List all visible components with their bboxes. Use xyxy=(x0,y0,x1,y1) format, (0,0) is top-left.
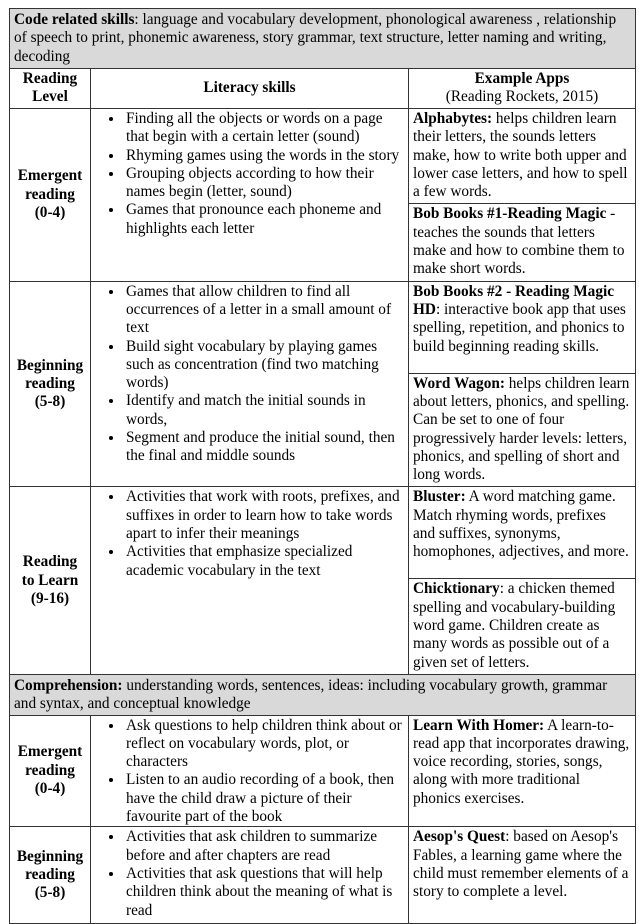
app-cell xyxy=(409,109,636,204)
skills-list xyxy=(95,283,402,466)
app-name: Learn With Homer: xyxy=(413,716,545,734)
skill-item: • Finding all the objects or words on a page that begin with a certain letter (sound) xyxy=(124,110,402,147)
reading-level-line: reading xyxy=(25,185,75,203)
table-row xyxy=(10,827,636,924)
skill-item: • Activities that emphasize specialized academic vocabulary in the text xyxy=(124,543,402,580)
literacy-skills-cell xyxy=(91,281,409,487)
app-cell xyxy=(409,281,636,373)
section-heading-text: understanding words, sentences, ideas: including vocabulary growth, grammar and syntax, and conceptual knowledge xyxy=(14,676,608,713)
column-header-skills: Literacy skills xyxy=(91,69,409,109)
column-header-apps-source: (Reading Rockets, 2015) xyxy=(445,88,599,106)
reading-level-line: Emergent xyxy=(17,167,83,185)
skill-item: • Activities that ask children to summarize before and after chapters are read xyxy=(124,828,402,865)
app-cell xyxy=(409,715,636,827)
section-heading-label: Comprehension: xyxy=(14,676,123,694)
column-header-level xyxy=(10,69,91,109)
skills-list xyxy=(95,110,402,238)
table-row xyxy=(10,487,636,579)
app-name: Bob Books #1-Reading Magic xyxy=(413,205,607,223)
reading-level-line: Reading xyxy=(22,553,78,571)
app-name: Chicktionary xyxy=(413,580,500,598)
skill-item: • Listen to an audio recording of a book, then have the child draw a picture of their favourite part of the book xyxy=(124,771,402,826)
reading-level-cell xyxy=(10,281,91,487)
section-heading-comprehension xyxy=(10,674,636,715)
literacy-skills-cell xyxy=(91,715,409,827)
literacy-apps-table xyxy=(9,8,636,924)
reading-level-cell xyxy=(10,487,91,674)
column-header-apps xyxy=(409,69,636,109)
app-name: Word Wagon: xyxy=(413,374,505,392)
reading-level-line: (5-8) xyxy=(34,884,66,902)
literacy-skills-cell xyxy=(91,109,409,282)
column-header-level-line1: Reading xyxy=(22,70,78,87)
skill-item: • Activities that work with roots, prefixes, and suffixes in order to learn how to take words apart to infer their meanings xyxy=(124,488,402,543)
skills-list xyxy=(95,828,402,919)
app-cell xyxy=(409,487,636,579)
app-cell xyxy=(409,827,636,924)
skill-item: • Ask questions to help children think about or reflect on vocabulary words, plot, or characters xyxy=(124,717,402,772)
app-description: : interactive book app that uses spelling, repetition, and phonics to build beginning reading skills. xyxy=(413,300,626,355)
literacy-skills-cell xyxy=(91,827,409,924)
app-description: helps children learn about letters, phonics, and spelling. Can be set to one of four progressively harder levels: letters, phonics, and spelling of short and long words. xyxy=(413,374,630,484)
column-header-apps-title: Example Apps xyxy=(474,70,570,87)
reading-level-line: reading xyxy=(25,761,75,779)
section-heading-code-skills xyxy=(10,9,636,69)
reading-level-cell xyxy=(10,109,91,282)
column-header-level-line2: Level xyxy=(32,88,68,106)
app-cell xyxy=(409,373,636,487)
reading-level-line: to Learn xyxy=(21,571,79,589)
table-row xyxy=(10,281,636,373)
section-heading-label: Code related skills xyxy=(14,11,135,28)
app-name: Aesop's Quest xyxy=(413,828,506,846)
app-cell xyxy=(409,204,636,281)
table-row xyxy=(10,715,636,827)
reading-level-line: Emergent xyxy=(17,743,83,761)
reading-level-line: (5-8) xyxy=(34,393,66,411)
reading-level-line: (0-4) xyxy=(34,780,66,798)
skill-item: • Games that pronounce each phoneme and highlights each letter xyxy=(124,201,402,238)
app-description: : a chicken themed spelling and vocabulary-building word game. Children create as many words as possible out of a given set of letters. xyxy=(413,580,616,671)
skill-item: • Rhyming games using the words in the story xyxy=(124,147,402,165)
reading-level-line: (9-16) xyxy=(30,589,70,607)
app-cell xyxy=(409,579,636,674)
reading-level-line: reading xyxy=(25,866,75,884)
reading-level-line: Beginning xyxy=(16,847,84,865)
literacy-skills-cell xyxy=(91,487,409,674)
skills-list xyxy=(95,488,402,579)
table-row xyxy=(10,109,636,204)
reading-level-line: (0-4) xyxy=(34,203,66,221)
column-header-row xyxy=(10,69,636,109)
app-name: Alphabytes: xyxy=(413,110,493,127)
app-description: helps children learn their letters, the sounds letters make, how to write both upper and lower case letters, and how to spell a few words. xyxy=(413,110,628,201)
app-description: A word matching game. Match rhyming words, prefixes and suffixes, synonyms, homophones, adjectives, and more. xyxy=(413,488,629,561)
app-description: - teaches the sounds that letters make and how to combine them to make short words. xyxy=(413,205,625,278)
skill-item: • Identify and match the initial sounds in words, xyxy=(124,392,402,429)
section-heading-text: : language and vocabulary development, phonological awareness , relationship of speech to print, phonemic awareness, story grammar, text structure, letter naming and writing, decoding xyxy=(14,11,617,65)
app-description: : based on Aesop's Fables, a learning game where the child must remember elements of a story to complete a level. xyxy=(413,828,629,901)
skill-item: • Activities that ask questions that will help children think about the meaning of what is read xyxy=(124,865,402,920)
skill-item: • Grouping objects according to how their names begin (letter, sound) xyxy=(124,165,402,202)
skill-item: • Segment and produce the initial sound, then the final and middle sounds xyxy=(124,429,402,466)
reading-level-cell xyxy=(10,827,91,924)
reading-level-cell xyxy=(10,715,91,827)
skills-list xyxy=(95,717,402,827)
reading-level-line: Beginning xyxy=(16,356,84,374)
app-name: Bob Books #2 - Reading Magic HD xyxy=(413,282,615,318)
app-name: Bluster: xyxy=(413,488,466,506)
skill-item: • Build sight vocabulary by playing games such as concentration (find two matching words) xyxy=(124,338,402,393)
app-description: A learn-to-read app that incorporates drawing, voice recording, stories, songs, along with more traditional phonics exercises. xyxy=(413,716,630,807)
skill-item: • Games that allow children to find all occurrences of a letter in a small amount of text xyxy=(124,283,402,338)
reading-level-line: reading xyxy=(25,374,75,392)
